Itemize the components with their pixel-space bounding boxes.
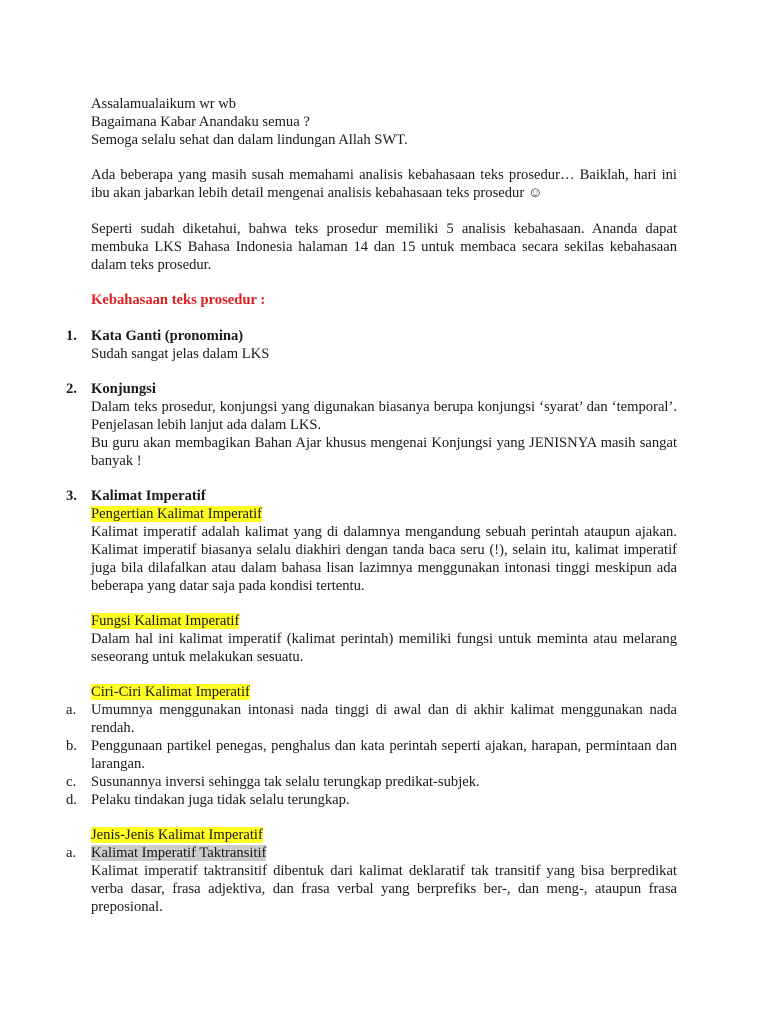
ciri-item-b: Penggunaan partikel penegas, penghalus dan kata perintah seperti ajakan, harapan, permintaan dan larangan. bbox=[91, 738, 677, 772]
fungsi-body: Dalam hal ini kalimat imperatif (kalimat perintah) memiliki fungsi untuk meminta atau melarang seseorang untuk melakukan sesuatu. bbox=[91, 631, 677, 665]
fungsi-heading: Fungsi Kalimat Imperatif bbox=[91, 613, 240, 629]
item-title-konjungsi: Konjungsi bbox=[91, 381, 156, 397]
item-body-konjungsi: Dalam teks prosedur, konjungsi yang digunakan biasanya berupa konjungsi ‘syarat’ dan ‘temporal’. Penjelasan lebih lanjut ada dalam LKS. bbox=[91, 399, 677, 433]
item-number-1: 1. bbox=[66, 328, 77, 344]
ciri-item-d: Pelaku tindakan juga tidak selalu terungkap. bbox=[91, 792, 350, 808]
item-number-2: 2. bbox=[66, 381, 77, 397]
item-body-konjungsi-2: Bu guru akan membagikan Bahan Ajar khusus mengenai Konjungsi yang JENISNYA masih sangat banyak ! bbox=[91, 435, 677, 469]
ciri-heading-row bbox=[91, 683, 677, 701]
greeting-line-3: Semoga selalu sehat dan dalam lindungan Allah SWT. bbox=[91, 132, 408, 148]
jenis-title-row bbox=[91, 844, 677, 862]
ciri-item-c: Susunannya inversi sehingga tak selalu terungkap predikat-subjek. bbox=[91, 774, 480, 790]
section-heading: Kebahasaan teks prosedur : bbox=[91, 292, 266, 308]
ciri-letter-b: b. bbox=[66, 738, 77, 754]
item-body-kata-ganti: Sudah sangat jelas dalam LKS bbox=[91, 346, 270, 362]
ciri-letter-a: a. bbox=[66, 702, 77, 718]
greeting-line-2: Bagaimana Kabar Anandaku semua ? bbox=[91, 114, 310, 130]
intro-paragraph-2: Seperti sudah diketahui, bahwa teks prosedur memiliki 5 analisis kebahasaan. Ananda dapat membuka LKS Bahasa Indonesia halaman 14 dan 15 untuk membaca secara sekilas kebahasaan dalam teks prosedur. bbox=[91, 221, 677, 273]
item-title-kata-ganti: Kata Ganti (pronomina) bbox=[91, 328, 244, 344]
greeting-line-1: Assalamualaikum wr wb bbox=[91, 96, 237, 112]
fungsi-heading-row bbox=[91, 612, 677, 630]
ciri-heading: Ciri-Ciri Kalimat Imperatif bbox=[91, 684, 250, 700]
greeting-block bbox=[91, 95, 677, 149]
item-title-kalimat-imperatif: Kalimat Imperatif bbox=[91, 488, 206, 504]
jenis-heading: Jenis-Jenis Kalimat Imperatif bbox=[91, 827, 263, 843]
item-number-3: 3. bbox=[66, 488, 77, 504]
jenis-letter-a: a. bbox=[66, 845, 77, 861]
intro-paragraph-1: Ada beberapa yang masih susah memahami analisis kebahasaan teks prosedur… Baiklah, hari ini ibu akan jabarkan lebih detail mengenai analisis kebahasaan teks prosedur ☺ bbox=[91, 167, 677, 201]
jenis-body-taktransitif: Kalimat imperatif taktransitif dibentuk dari kalimat deklaratif tak transitif yang bisa berpredikat verba dasar, frasa adjektiva, dan frasa verbal yang berprefiks ber-, dan meng-, ataupun frasa preposional. bbox=[91, 863, 677, 915]
ciri-letter-c: c. bbox=[66, 774, 77, 790]
pengertian-heading: Pengertian Kalimat Imperatif bbox=[91, 506, 263, 522]
pengertian-body: Kalimat imperatif adalah kalimat yang di dalamnya mengandung sebuah perintah ataupun ajakan. Kalimat imperatif biasanya selalu diakhiri dengan tanda baca seru (!), selain itu, kalimat imperatif juga bila dilafalkan atau dalam bahasa lisan lazimnya menggunakan intonasi tinggi meskipun ada beberapa yang datar saja pada kondisi tertentu. bbox=[91, 524, 677, 594]
ciri-item-a: Umumnya menggunakan intonasi nada tinggi di awal dan di akhir kalimat menggunakan nada rendah. bbox=[91, 702, 677, 736]
jenis-heading-row bbox=[91, 826, 677, 844]
jenis-title-taktransitif: Kalimat Imperatif Taktransitif bbox=[91, 845, 267, 861]
ciri-letter-d: d. bbox=[66, 792, 77, 808]
pengertian-heading-row bbox=[91, 505, 677, 523]
